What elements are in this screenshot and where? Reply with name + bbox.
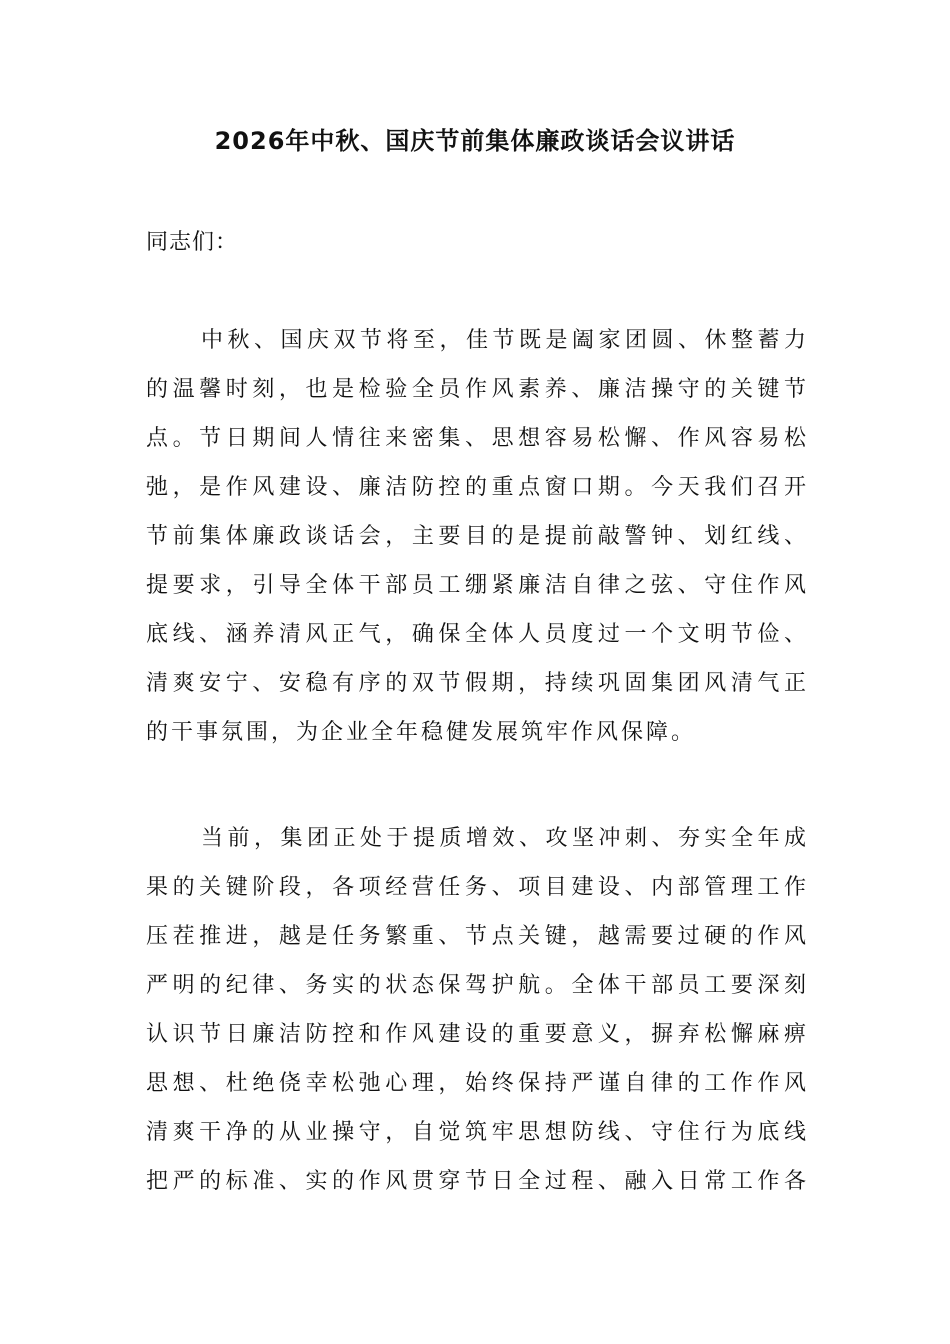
paragraph-line: 当前，集团正处于提质增效、攻坚冲刺、夯实全年成 [201,826,806,851]
paragraph-line: 的干事氛围，为企业全年稳健发展筑牢作风保障。 [146,720,697,745]
paragraph-line: 思想、杜绝侥幸松弛心理，始终保持严谨自律的工作作风 [146,1071,806,1096]
paragraph-line: 的温馨时刻，也是检验全员作风素养、廉洁操守的关键节 [146,377,806,402]
paragraph-line: 认识节日廉洁防控和作风建设的重要意义，摒弃松懈麻痹 [146,1022,806,1047]
paragraph-line: 把严的标准、实的作风贯穿节日全过程、融入日常工作各 [146,1169,806,1194]
paragraph-line: 点。节日期间人情往来密集、思想容易松懈、作风容易松 [146,426,806,451]
paragraph-line: 压茬推进，越是任务繁重、节点关键，越需要过硬的作风 [146,924,806,949]
paragraph-line: 底线、涵养清风正气，确保全体人员度过一个文明节俭、 [146,622,806,647]
greeting: 同志们： [146,230,239,255]
paragraph-line: 清爽安宁、安稳有序的双节假期，持续巩固集团风清气正 [146,671,806,696]
document-title: 2026年中秋、国庆节前集体廉政谈话会议讲话 [214,127,736,155]
paragraph-1 [146,316,806,757]
paragraph-line: 果的关键阶段，各项经营任务、项目建设、内部管理工作 [146,875,806,900]
paragraph-2 [146,814,806,1206]
paragraph-line: 提要求，引导全体干部员工绷紧廉洁自律之弦、守住作风 [146,573,806,598]
paragraph-line: 弛，是作风建设、廉洁防控的重点窗口期。今天我们召开 [146,475,806,500]
paragraph-line: 中秋、国庆双节将至，佳节既是阖家团圆、休整蓄力 [201,328,806,353]
paragraph-line: 节前集体廉政谈话会，主要目的是提前敲警钟、划红线、 [146,524,806,549]
paragraph-line: 清爽干净的从业操守，自觉筑牢思想防线、守住行为底线 [146,1120,806,1145]
paragraph-line: 严明的纪律、务实的状态保驾护航。全体干部员工要深刻 [146,973,806,998]
